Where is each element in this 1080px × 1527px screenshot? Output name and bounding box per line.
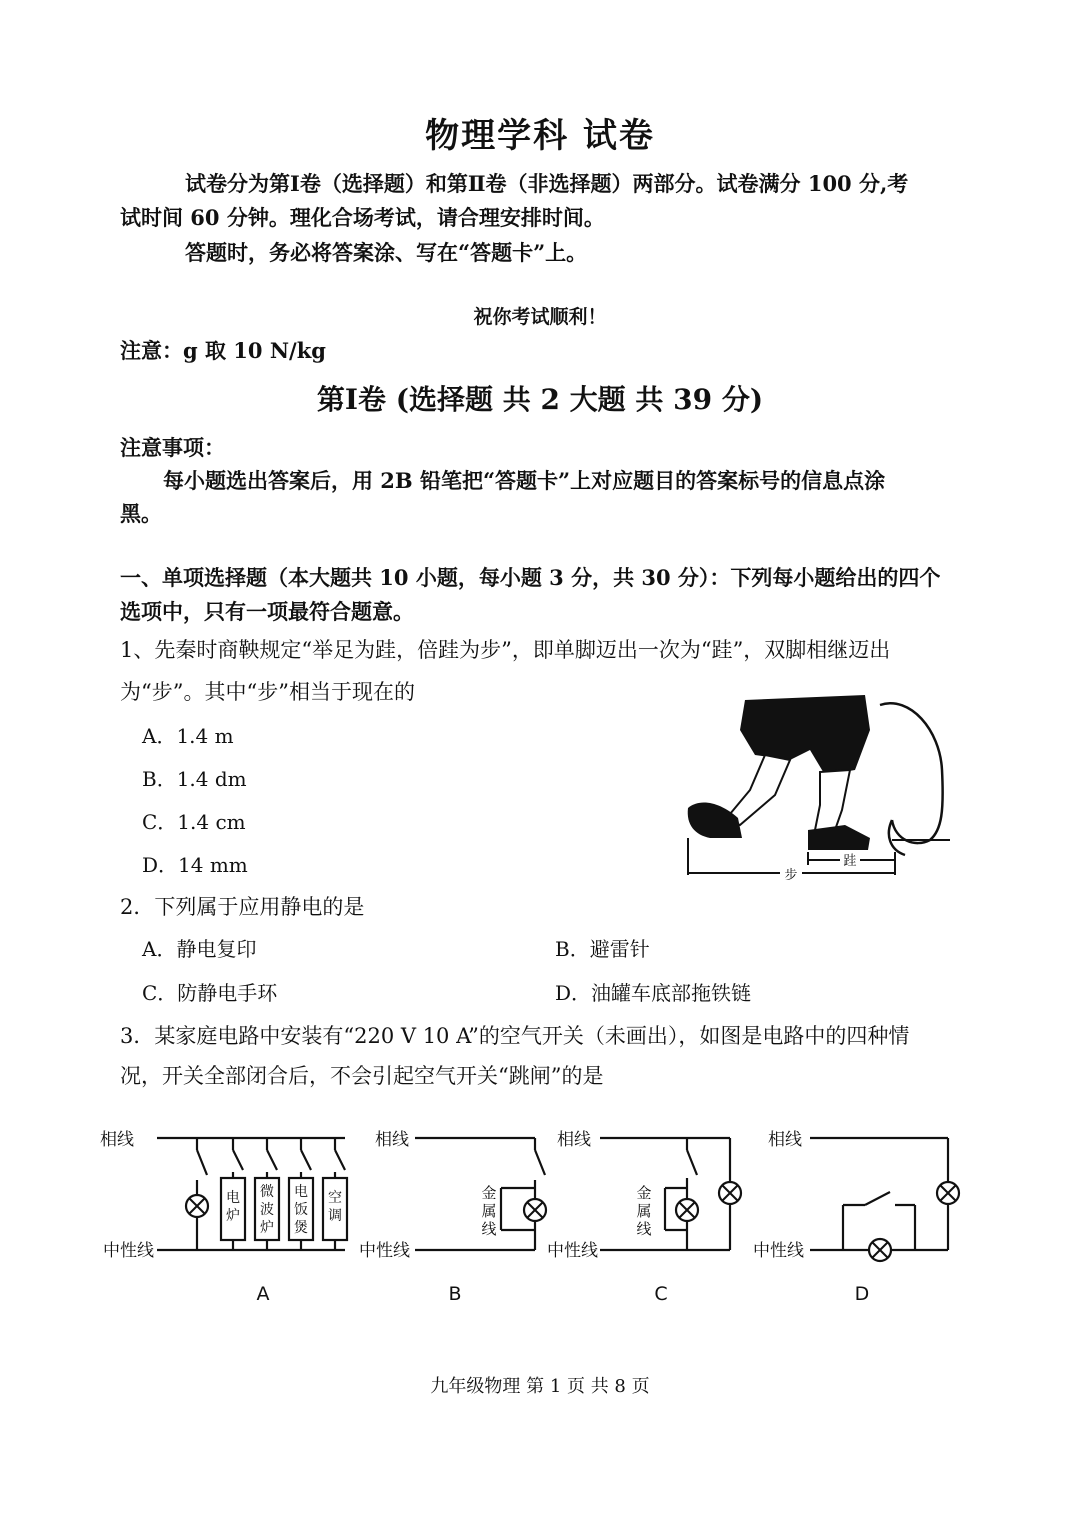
circuit-d: [810, 1138, 959, 1261]
notice-line-1: 每小题选出答案后，用 2B 铅笔把“答题卡”上对应题目的答案标号的信息点涂: [163, 468, 886, 493]
figure-label-kui: 跬: [843, 854, 857, 869]
circuit-b-wire-char-2: 属: [481, 1202, 497, 1220]
back-leg: [725, 755, 790, 825]
appliance-2-char-1: 微: [260, 1184, 274, 1200]
circuit-d-neutral-label: 中性线: [753, 1241, 804, 1261]
page-footer: 九年级物理 第 1 页 共 8 页: [430, 1376, 650, 1397]
appliance-3-char-2: 饭: [294, 1202, 308, 1218]
circuit-c-wire-char-2: 属: [636, 1202, 652, 1220]
q1-option-b: B．1.4 dm: [142, 767, 247, 791]
circuit-b-wire-char-3: 线: [481, 1220, 497, 1238]
appliance-2-char-2: 波: [260, 1202, 274, 1218]
circuit-b-live-label: 相线: [375, 1130, 409, 1150]
circuit-b-wire-char-1: 金: [481, 1184, 497, 1202]
q2-option-c: C．防静电手环: [142, 981, 278, 1005]
q2-option-a: A．静电复印: [142, 937, 257, 961]
q3-stem-line-1: 3．某家庭电路中安装有“220 V 10 A”的空气开关（未画出），如图是电路中的四种情: [120, 1024, 910, 1048]
walking-figure: [680, 690, 960, 880]
q1-option-a: A．1.4 m: [142, 724, 234, 748]
wish-text: 祝你考试顺利！: [473, 306, 607, 328]
appliance-3-char-1: 电: [294, 1184, 308, 1200]
front-shoe: [808, 825, 870, 850]
appliance-4-char-2: 调: [328, 1208, 342, 1224]
circuit-a-live-label: 相线: [100, 1130, 134, 1150]
notice-line-2: 黑。: [120, 501, 162, 526]
section1-line-2: 选项中，只有一项最符合题意。: [120, 599, 414, 624]
q1-option-d: D．14 mm: [142, 853, 248, 877]
intro-line-2: 试时间 60 分钟。理化合场考试，请合理安排时间。: [120, 205, 605, 230]
appliance-2-char-3: 炉: [260, 1220, 274, 1236]
circuit-label-c: C: [654, 1283, 668, 1305]
circuit-a-neutral-label: 中性线: [103, 1241, 154, 1261]
figure-label-step: 步: [784, 868, 798, 880]
q1-stem-line-1: 1、先秦时商鞅规定“举足为跬，倍跬为步”，即单脚迈出一次为“跬”，双脚相继迈出: [120, 638, 891, 662]
q2-stem: 2．下列属于应用静电的是: [120, 895, 365, 919]
circuit-diagrams: [95, 1120, 975, 1320]
circuit-b-neutral-label: 中性线: [359, 1241, 410, 1261]
appliance-1-char-2: 炉: [226, 1208, 240, 1224]
gravity-note: 注意：g 取 10 N/kg: [120, 338, 326, 363]
circuit-label-d: D: [854, 1283, 870, 1305]
circuit-c: [600, 1138, 741, 1250]
q3-stem-line-2: 况，开关全部闭合后，不会引起空气开关“跳闸”的是: [120, 1064, 604, 1088]
page-title: 物理学科 试卷: [425, 116, 655, 156]
circuit-label-a: A: [256, 1283, 270, 1305]
intro-line-1: 试卷分为第Ⅰ卷（选择题）和第Ⅱ卷（非选择题）两部分。试卷满分 100 分,考: [185, 171, 909, 196]
background-figure-outline: [880, 703, 943, 843]
notice-title: 注意事项：: [120, 435, 225, 460]
circuit-c-live-label: 相线: [557, 1130, 591, 1150]
shorts-shape: [740, 695, 870, 775]
front-leg: [815, 770, 850, 830]
q1-option-c: C．1.4 cm: [142, 810, 246, 834]
appliance-4-char-1: 空: [328, 1190, 342, 1206]
circuit-c-wire-char-3: 线: [636, 1220, 652, 1238]
q2-option-b: B．避雷针: [555, 937, 650, 961]
appliance-3-char-3: 煲: [294, 1220, 308, 1236]
appliance-1-char-1: 电: [226, 1190, 240, 1206]
circuit-d-live-label: 相线: [768, 1130, 802, 1150]
part1-heading: 第Ⅰ卷 (选择题 共 2 大题 共 39 分): [316, 383, 764, 416]
section1-line-1: 一、单项选择题（本大题共 10 小题，每小题 3 分，共 30 分）：下列每小题给出的四个: [120, 565, 941, 590]
intro-line-3: 答题时，务必将答案涂、写在“答题卡”上。: [185, 240, 588, 265]
circuit-c-neutral-label: 中性线: [547, 1241, 598, 1261]
circuit-label-b: B: [448, 1283, 462, 1305]
q1-stem-line-2: 为“步”。其中“步”相当于现在的: [120, 680, 415, 704]
circuit-a: [157, 1138, 347, 1250]
circuit-c-wire-char-1: 金: [636, 1184, 652, 1202]
q2-option-d: D．油罐车底部拖铁链: [555, 981, 752, 1005]
